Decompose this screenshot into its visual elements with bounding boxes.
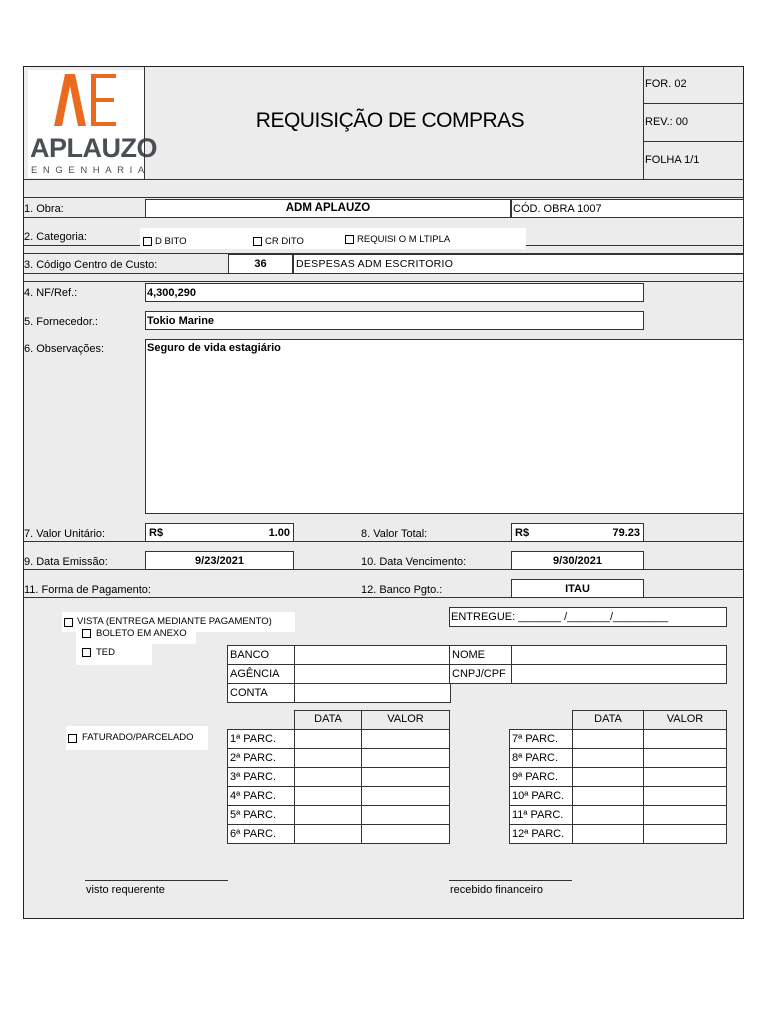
signature-line-financeiro (449, 880, 572, 881)
obra-value: ADM APLAUZO (285, 202, 371, 214)
cnpj-input[interactable] (511, 664, 727, 684)
aplauzo-logo-mark (50, 72, 120, 128)
installment-date-input[interactable] (572, 805, 644, 825)
fornecedor-value: Tokio Marine (147, 315, 215, 327)
centro-custo-description: DESPESAS ADM ESCRITORIO (296, 258, 454, 270)
vista-option-label: VISTA (ENTREGA MEDIANTE PAGAMENTO) (77, 616, 272, 627)
nome-input[interactable] (511, 645, 727, 665)
requisicao-multipla-option-label: REQUISI O M LTIPLA (357, 234, 451, 245)
signature-financeiro-label: recebido financeiro (450, 884, 543, 896)
form-sheet: FOLHA 1/1 (645, 154, 700, 166)
nf-label: 4. NF/Ref.: (24, 287, 78, 299)
installment-value-input[interactable] (643, 748, 727, 768)
banco-pgto-value: ITAU (565, 583, 590, 595)
requisicao-multipla-checkbox[interactable] (345, 235, 354, 244)
banco-field-label: BANCO (227, 645, 295, 665)
data-vencimento-value: 9/30/2021 (553, 555, 602, 567)
nf-field[interactable] (145, 283, 644, 302)
installment-date-input[interactable] (294, 786, 362, 806)
categoria-label: 2. Categoria: (24, 231, 87, 243)
observacoes-field[interactable] (145, 339, 744, 514)
installment-date-input[interactable] (572, 767, 644, 787)
ted-option-label: TED (96, 647, 115, 658)
installment-value-input[interactable] (361, 805, 450, 825)
fornecedor-label: 5. Fornecedor.: (24, 316, 98, 328)
observacoes-value: Seguro de vida estagiário (147, 342, 281, 354)
installment-value-input[interactable] (361, 748, 450, 768)
installment-label: 4ª PARC. (227, 786, 295, 806)
installment-label: 10ª PARC. (509, 786, 573, 806)
agencia-input[interactable] (294, 664, 451, 684)
credito-checkbox[interactable] (253, 237, 262, 246)
centro-custo-label: 3. Código Centro de Custo: (24, 259, 158, 271)
valor-unitario-label: 7. Valor Unitário: (24, 528, 106, 540)
installment-value-input[interactable] (361, 786, 450, 806)
banco-pgto-label: 12. Banco Pgto.: (361, 584, 443, 596)
installment-date-input[interactable] (294, 729, 362, 749)
signature-line-requerente (85, 880, 228, 881)
installment-value-input[interactable] (643, 786, 727, 806)
data-emissao-label: 9. Data Emissão: (24, 556, 108, 568)
obra-code: CÓD. OBRA 1007 (513, 203, 602, 215)
installment-value-input[interactable] (361, 824, 450, 844)
debito-option-label: D BITO (155, 236, 187, 247)
signature-requerente-label: visto requerente (86, 884, 165, 896)
installment-date-input[interactable] (294, 748, 362, 768)
installment-value-input[interactable] (361, 767, 450, 787)
centro-custo-code: 36 (254, 258, 267, 270)
installment-label: 3ª PARC. (227, 767, 295, 787)
right-installments-valor-header: VALOR (643, 710, 727, 730)
brand-tagline: ENGENHARIA (31, 165, 150, 176)
debito-checkbox[interactable] (143, 237, 152, 246)
installment-label: 2ª PARC. (227, 748, 295, 768)
installment-label: 8ª PARC. (509, 748, 573, 768)
faturado-option-label: FATURADO/PARCELADO (82, 732, 194, 743)
data-vencimento-label: 10. Data Vencimento: (361, 556, 467, 568)
obra-label: 1. Obra: (24, 203, 64, 215)
banco-input[interactable] (294, 645, 451, 665)
valor-unitario-currency: R$ (149, 527, 164, 539)
form-title: REQUISIÇÃO DE COMPRAS (255, 109, 525, 132)
installment-date-input[interactable] (294, 824, 362, 844)
installment-label: 12ª PARC. (509, 824, 573, 844)
fornecedor-field[interactable] (145, 311, 644, 330)
categoria-options-area (140, 228, 526, 249)
installment-label: 11ª PARC. (509, 805, 573, 825)
brand-name: APLAUZO (30, 133, 157, 163)
credito-option-label: CR DITO (265, 236, 304, 247)
installment-label: 1ª PARC. (227, 729, 295, 749)
right-installments-data-header: DATA (572, 710, 644, 730)
faturado-checkbox[interactable] (68, 734, 77, 743)
installment-label: 7ª PARC. (509, 729, 573, 749)
valor-unitario-value: 1.00 (268, 527, 290, 539)
conta-input[interactable] (294, 683, 451, 703)
observacoes-label: 6. Observações: (24, 343, 105, 355)
installment-label: 9ª PARC. (509, 767, 573, 787)
boleto-checkbox[interactable] (82, 629, 91, 638)
installment-date-input[interactable] (572, 786, 644, 806)
nf-value: 4,300,290 (147, 287, 196, 299)
form-code: FOR. 02 (645, 78, 687, 90)
ted-checkbox[interactable] (82, 648, 91, 657)
data-emissao-value: 9/23/2021 (195, 555, 244, 567)
installment-value-input[interactable] (361, 729, 450, 749)
installment-label: 5ª PARC. (227, 805, 295, 825)
forma-pagamento-label: 11. Forma de Pagamento: (24, 584, 151, 596)
boleto-option-label: BOLETO EM ANEXO (96, 628, 187, 639)
nome-field-label: NOME (449, 645, 512, 665)
cnpj-field-label: CNPJ/CPF (449, 664, 512, 684)
installment-date-input[interactable] (294, 767, 362, 787)
installment-label: 6ª PARC. (227, 824, 295, 844)
form-revision: REV.: 00 (645, 116, 689, 128)
conta-field-label: CONTA (227, 683, 295, 703)
entregue-text: ENTREGUE: _______ /_______/_________ (451, 611, 669, 623)
installment-value-input[interactable] (643, 824, 727, 844)
installment-value-input[interactable] (643, 805, 727, 825)
valor-total-label: 8. Valor Total: (361, 528, 428, 540)
installment-value-input[interactable] (643, 767, 727, 787)
installment-date-input[interactable] (294, 805, 362, 825)
installment-value-input[interactable] (643, 729, 727, 749)
left-installments-data-header: DATA (294, 710, 362, 730)
agencia-field-label: AGÊNCIA (227, 664, 295, 684)
installment-date-input[interactable] (572, 748, 644, 768)
valor-total-value: 79.23 (612, 527, 640, 539)
valor-total-currency: R$ (515, 527, 530, 539)
installment-date-input[interactable] (572, 824, 644, 844)
installment-date-input[interactable] (572, 729, 644, 749)
left-installments-valor-header: VALOR (361, 710, 450, 730)
vista-checkbox[interactable] (64, 618, 73, 627)
